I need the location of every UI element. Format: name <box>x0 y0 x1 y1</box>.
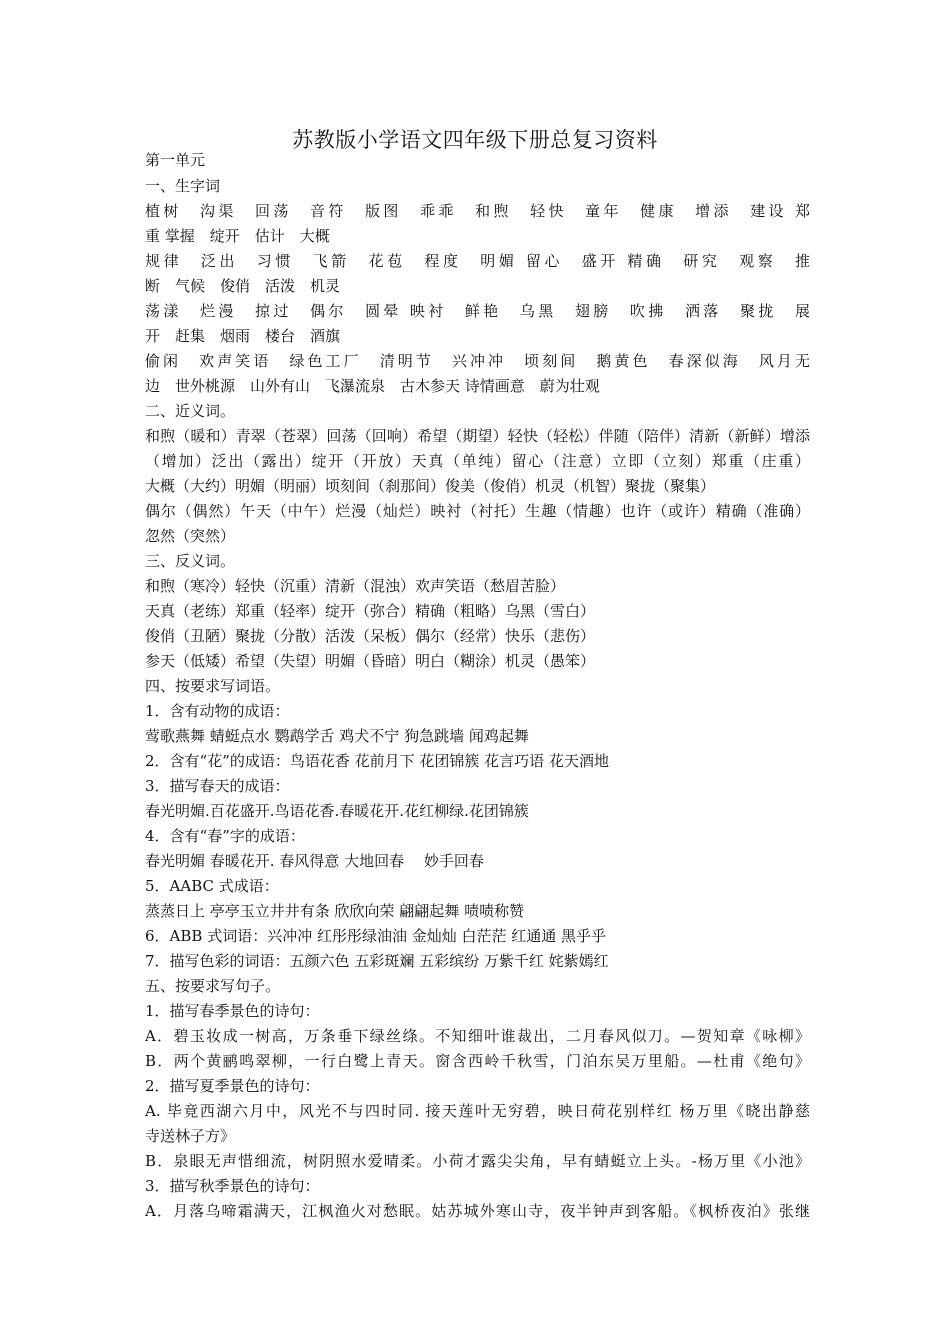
section-heading: 五、按要求写句子。 <box>145 977 281 995</box>
text-line: 重 掌握 绽开 估计 大概 <box>145 227 330 245</box>
text-line: 荡漾 烂漫 掠过 偶尔 圆晕 映衬 鲜艳 乌黑 翅膀 吹拂 洒落 聚拢 展 <box>145 302 810 320</box>
item-heading: 1．含有动物的成语： <box>145 702 290 720</box>
text-line: 大概（大约）明媚（明丽）顷刻间（刹那间）俊美（俊俏）机灵（机智）聚拢（聚集） <box>145 477 716 495</box>
text-line: 蒸蒸日上 亭亭玉立井井有条 欣欣向荣 翩翩起舞 啧啧称赞 <box>145 902 525 920</box>
section-heading: 二、近义词。 <box>145 402 236 420</box>
item-heading: 3．描写秋季景色的诗句： <box>145 1177 320 1195</box>
poem-line: B．两个黄鹂鸣翠柳，一行白鹭上青天。窗含西岭千秋雪，门泊东吴万里船。—杜甫《绝句》 <box>145 1052 810 1070</box>
text-line: 开 赶集 烟雨 楼台 酒旗 <box>145 327 341 345</box>
section-heading: 一、生字词 <box>145 177 221 195</box>
item-heading: 6．ABB 式词语：兴冲冲 红彤彤绿油油 金灿灿 白茫茫 红通通 黑乎乎 <box>145 927 607 945</box>
page-title: 苏教版小学语文四年级下册总复习资料 <box>292 128 658 152</box>
section-heading: 四、按要求写词语。 <box>145 677 281 695</box>
text-line: 偷闲 欢声笑语 绿色工厂 清明节 兴冲冲 顷刻间 鹅黄色 春深似海 风月无 <box>145 352 810 370</box>
item-heading: 1．描写春季景色的诗句： <box>145 1002 320 1020</box>
text-line: 边 世外桃源 山外有山 飞瀑流泉 古木参天 诗情画意 蔚为壮观 <box>145 377 600 395</box>
text-line: 春光明媚.百花盛开.鸟语花香.春暖花开.花红柳绿.花团锦簇 <box>145 802 529 820</box>
text-line: 规律 泛出 习惯 飞箭 花苞 程度 明媚 留心 盛开 精确 研究 观察 推 <box>145 252 810 270</box>
text-line: 和煦（寒冷）轻快（沉重）清新（混浊）欢声笑语（愁眉苦脸） <box>145 577 566 595</box>
text-line: 天真（老练）郑重（轻率）绽开（弥合）精确（粗略）乌黑（雪白） <box>145 602 596 620</box>
unit-heading: 第一单元 <box>145 151 206 169</box>
poem-line: A．碧玉妆成一树高，万条垂下绿丝绦。不知细叶谁裁出，二月春风似刀。—贺知章《咏柳》 <box>145 1027 810 1045</box>
poem-line: 寺送林子方》 <box>145 1127 236 1145</box>
text-line: 俊俏（丑陋）聚拢（分散）活泼（呆板）偶尔（经常）快乐（悲伤） <box>145 627 596 645</box>
text-line: 断 气候 俊俏 活泼 机灵 <box>145 277 341 295</box>
text-line: 忽然（突然） <box>145 527 236 545</box>
text-line: 和煦（暖和）青翠（苍翠）回荡（回响）希望（期望）轻快（轻松）伴随（陪伴）清新（新鲜）增添 <box>145 427 810 445</box>
item-heading: 2．描写夏季景色的诗句： <box>145 1077 320 1095</box>
item-heading: 3．描写春天的成语： <box>145 777 290 795</box>
text-line: 莺歌燕舞 蜻蜓点水 鹦鹉学舌 鸡犬不宁 狗急跳墙 闻鸡起舞 <box>145 727 529 745</box>
poem-line: A．月落乌啼霜满天，江枫渔火对愁眠。姑苏城外寒山寺，夜半钟声到客船。《枫桥夜泊》张继 <box>145 1202 810 1220</box>
text-line: 偶尔（偶然）午天（中午）烂漫（灿烂）映衬（衬托）生趣（情趣）也许（或许）精确（准确） <box>145 502 810 520</box>
section-heading: 三、反义词。 <box>145 552 236 570</box>
poem-line: A. 毕竟西湖六月中，风光不与四时同. 接天莲叶无穷碧，映日荷花别样红 杨万里《晓出静慈 <box>145 1102 810 1120</box>
text-line: 参天（低矮）希望（失望）明媚（昏暗）明白（糊涂）机灵（愚笨） <box>145 652 596 670</box>
item-heading: 2．含有“花”的成语：鸟语花香 花前月下 花团锦簇 花言巧语 花天酒地 <box>145 752 609 770</box>
text-line: 植树 沟渠 回荡 音符 版图 乖乖 和煦 轻快 童年 健康 增添 建设 郑 <box>145 202 810 220</box>
poem-line: B．泉眼无声惜细流，树阴照水爱晴柔。小荷才露尖尖角，早有蜻蜓立上头。-杨万里《小池》 <box>145 1152 810 1170</box>
item-heading: 5．AABC 式成语： <box>145 877 279 895</box>
text-line: 春光明媚 春暖花开. 春风得意 大地回春 妙手回春 <box>145 852 484 870</box>
item-heading: 4．含有“春”字的成语： <box>145 827 305 845</box>
item-heading: 7．描写色彩的词语：五颜六色 五彩斑斓 五彩缤纷 万紫千红 姹紫嫣红 <box>145 952 609 970</box>
text-line: （增加）泛出（露出）绽开（开放）天真（单纯）留心（注意）立即（立刻）郑重（庄重） <box>145 452 810 470</box>
